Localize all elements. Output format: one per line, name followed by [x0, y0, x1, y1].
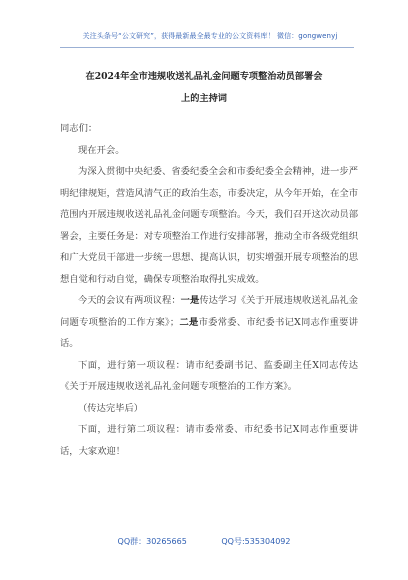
salutation: 同志们： [60, 123, 98, 134]
title-line-2: 上的主持词 [181, 93, 227, 104]
title-line-1: 在2024年全市违规收送礼品礼金问题专项整治动员部署会 [85, 71, 323, 82]
paragraph-opening: 现在开会。 [78, 144, 125, 156]
document-title [50, 66, 358, 110]
contact-footer [0, 536, 408, 547]
promo-header: 关注头条号“公文研究”，获得最新最全最专业的公文资料库！ 微信：gongwenyj [82, 32, 338, 40]
qq-number: QQ号:535304092 [221, 537, 291, 546]
paragraph-agenda [60, 290, 358, 355]
agenda-item-one: 传达学习《关于开展违规收送礼品礼金问题专项整治的工作方案》； [60, 295, 358, 328]
paragraph-second-item: 下面，进行第二项议程：请市委常委、市纪委书记X同志作重要讲话，大家欢迎！ [60, 424, 358, 457]
agenda-item-two: 市委常委、市纪委书记X同志作重要讲话。 [60, 316, 358, 349]
agenda-intro: 今天的会议有两项议程： [78, 295, 181, 306]
paragraph-transition: （传达完毕后） [78, 402, 144, 414]
agenda-item-one-marker: 一是 [180, 295, 200, 306]
header-divider [60, 47, 354, 48]
qq-group: QQ群：30265665 [117, 537, 187, 546]
agenda-item-two-marker: 二是 [179, 316, 199, 328]
paragraph-purpose: 为深入贯彻中央纪委、省委纪委全会和市委纪委全会精神，进一步严明纪律规矩，营造风清气正的政治生态，市委决定，从今年开始，在全市范围内开展违规收送礼品礼金问题专项整治。今天，我们召开这次动员部署会，主要任务是：对专项整治工作进行安排部署，推动全市各级党组织和广大党员干部进一步统一思想、提高认识，切实增强开展专项整治的思想自觉和行动自觉，确保专项整治取得扎实成效。 [60, 166, 358, 285]
paragraph-first-item: 下面，进行第一项议程：请市纪委副书记、监委副主任X同志传达《关于开展违规收送礼品礼金问题专项整治的工作方案》。 [60, 359, 358, 392]
document-body [60, 118, 358, 462]
